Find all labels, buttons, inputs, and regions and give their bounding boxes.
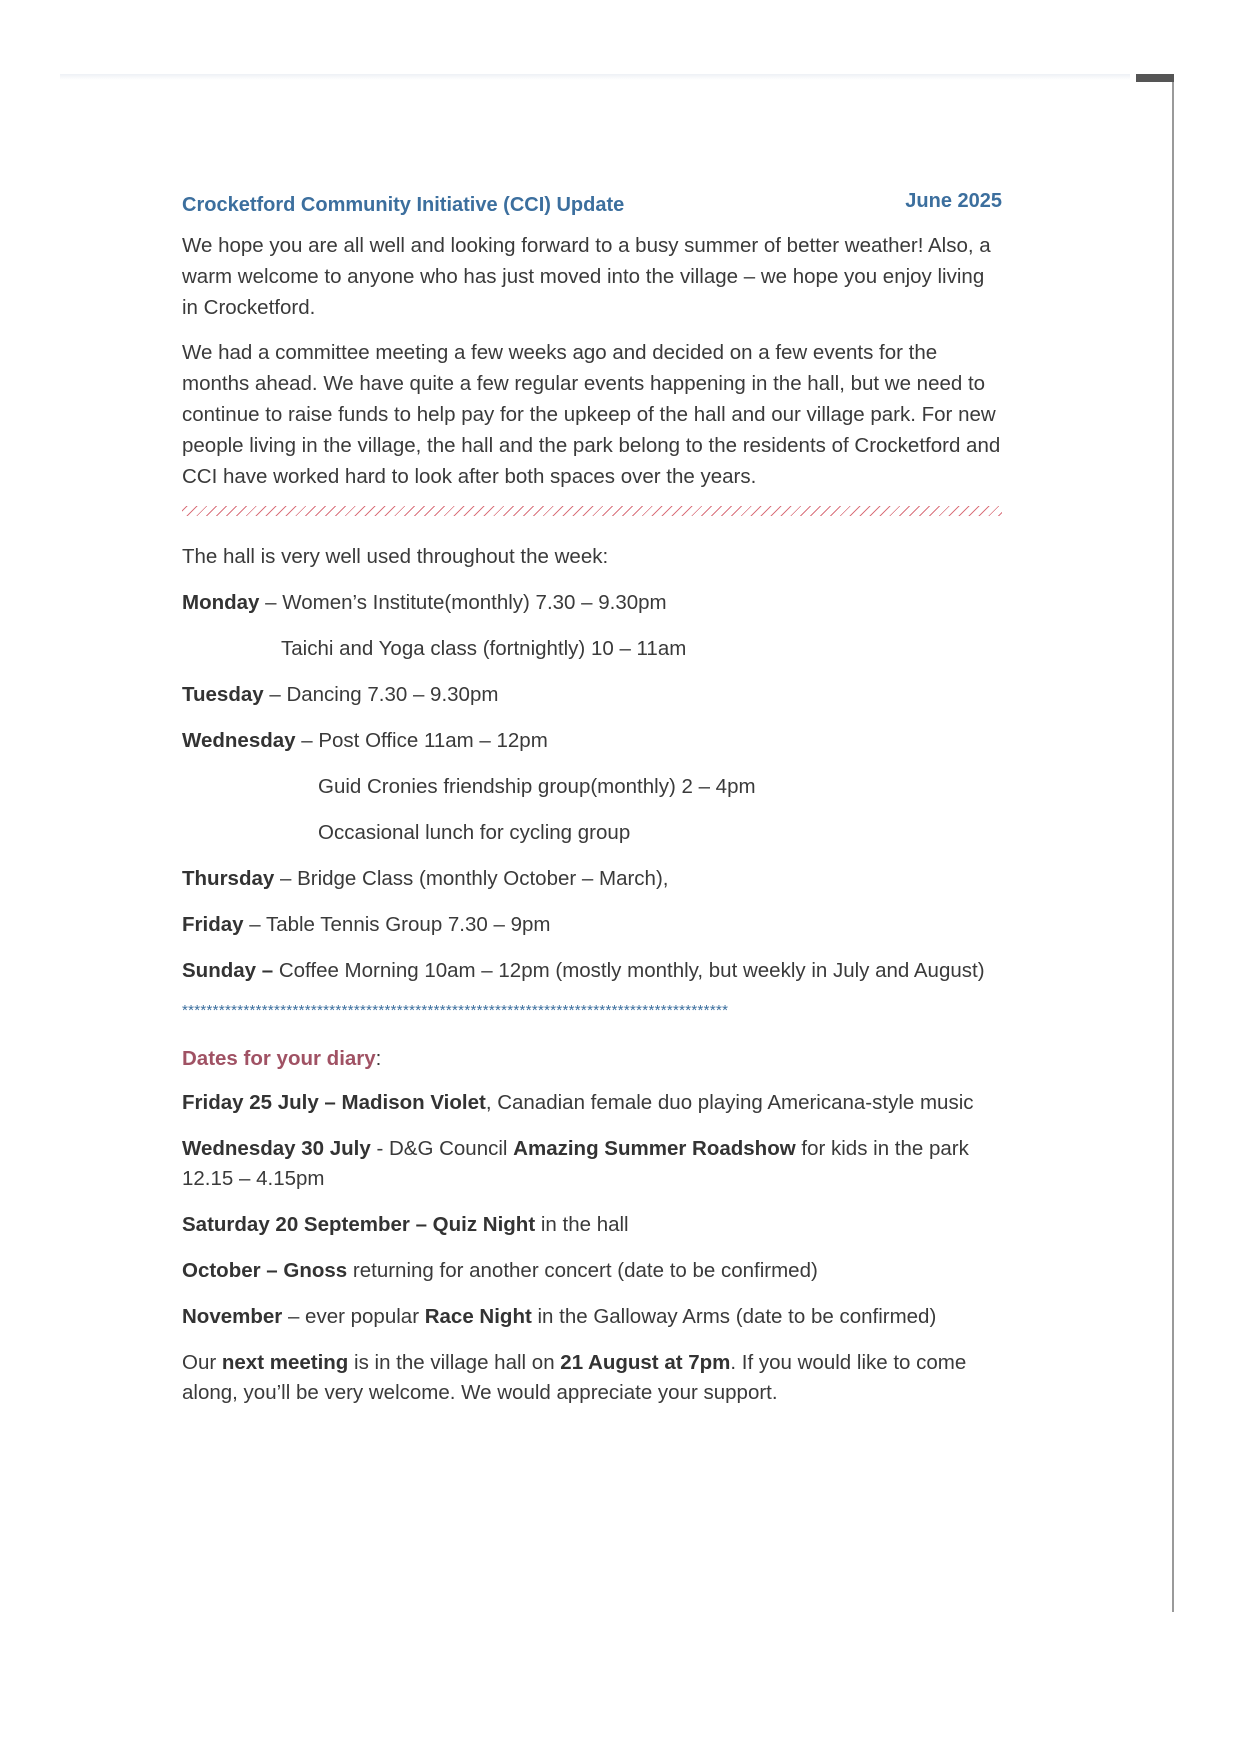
event-prefix: – ever popular [282,1305,425,1328]
meeting-text: is in the village hall on [348,1351,561,1374]
meeting-text: Our [182,1351,222,1374]
intro-paragraph: We had a committee meeting a few weeks ago and decided on a few events for the months ahead. We have quite a few regular events happening in the hall, but we need to continue to raise funds to help pay for the upkeep of the hall and our village park. For new people living in the village, the hall and the park belong to the residents of Crocketford and CCI have worked hard to look after both spaces over the years. [182,341,1001,488]
header [182,186,1002,226]
meeting-label: next meeting [221,1351,349,1374]
scan-mark [1136,74,1174,82]
intro-paragraph: We hope you are all well and looking forward to a busy summer of better weather! Also, a warm welcome to anyone who has just moved into the village – we hope you enjoy living in Crocketford. [182,234,991,319]
event-detail: , Canadian female duo playing Americana-style music [485,1091,974,1114]
schedule-friday [182,910,1002,940]
separator: – [260,1259,284,1282]
separator: – [243,913,266,936]
schedule-item: Coffee Morning 10am – 12pm (mostly monthly, but weekly in July and August) [273,959,985,982]
event-name: Quiz Night [432,1213,536,1236]
issue-date: June 2025 [905,190,1002,212]
event-date: November [182,1305,283,1328]
wavy-divider [182,506,1002,516]
day-label: Wednesday [182,729,296,752]
day-label: Monday [182,591,260,614]
next-meeting [182,1348,1002,1408]
diary-heading-label: Dates for your diary [182,1047,376,1070]
event-date: Wednesday 30 July [182,1137,371,1160]
separator: – [274,867,298,890]
schedule-item: Taichi and Yoga class (fortnightly) 10 – 11am [281,637,687,660]
schedule-item: Bridge Class (monthly October – March), [297,867,669,890]
schedule-item: Women’s Institute(monthly) 7.30 – 9.30pm [282,591,667,614]
diary-heading [182,1044,1002,1074]
event-date: Friday 25 July [182,1091,319,1114]
event-detail: returning for another concert (date to be confirmed) [347,1259,818,1282]
diary-entry [182,1134,1002,1194]
event-detail: for kids in the park 12.15 – 4.15pm [182,1137,969,1190]
event-name: Amazing Summer Roadshow [513,1137,796,1160]
event-prefix: - D&G Council [370,1137,514,1160]
separator: – [259,591,283,614]
meeting-text: . If you would like to come along, you’ll be very welcome. We would appreciate your support. [182,1351,967,1404]
schedule-monday [182,588,1002,618]
schedule-tuesday [182,680,1002,710]
separator: – [263,683,287,706]
diary-heading-colon: : [375,1047,382,1070]
event-detail: in the Galloway Arms (date to be confirmed) [531,1305,937,1328]
schedule-item: Occasional lunch for cycling group [318,821,631,844]
day-label: Sunday – [182,959,274,982]
schedule-intro: The hall is very well used throughout the week: [182,545,609,568]
meeting-date: 21 August at 7pm [560,1351,731,1374]
star-divider: ***************************************************************************************** [182,1002,729,1019]
diary-entry [182,1256,1002,1286]
schedule-item: Dancing 7.30 – 9.30pm [286,683,499,706]
schedule-item: Guid Cronies friendship group(monthly) 2 – 4pm [318,775,756,798]
day-label: Friday [182,913,244,936]
document-page [182,186,1002,1424]
day-label: Tuesday [182,683,264,706]
schedule-item: Post Office 11am – 12pm [318,729,548,752]
event-detail: in the hall [535,1213,629,1236]
scan-shadow [60,74,1130,80]
schedule-wednesday [182,726,1002,756]
event-date: October [182,1259,261,1282]
diary-entry [182,1088,1002,1118]
separator: – [318,1091,342,1114]
day-label: Thursday [182,867,275,890]
event-name: Madison Violet [341,1091,486,1114]
separator: – [295,729,319,752]
page-title: Crocketford Community Initiative (CCI) Update [182,194,625,216]
scan-edge [1172,82,1174,1612]
diary-entry [182,1210,1002,1240]
schedule-sunday [182,956,1002,986]
diary-entry [182,1302,1002,1332]
event-name: Race Night [424,1305,532,1328]
event-date: Saturday 20 September [182,1213,410,1236]
separator: – [409,1213,433,1236]
schedule-item: Table Tennis Group 7.30 – 9pm [265,913,551,936]
schedule-thursday [182,864,1002,894]
event-name: Gnoss [283,1259,348,1282]
